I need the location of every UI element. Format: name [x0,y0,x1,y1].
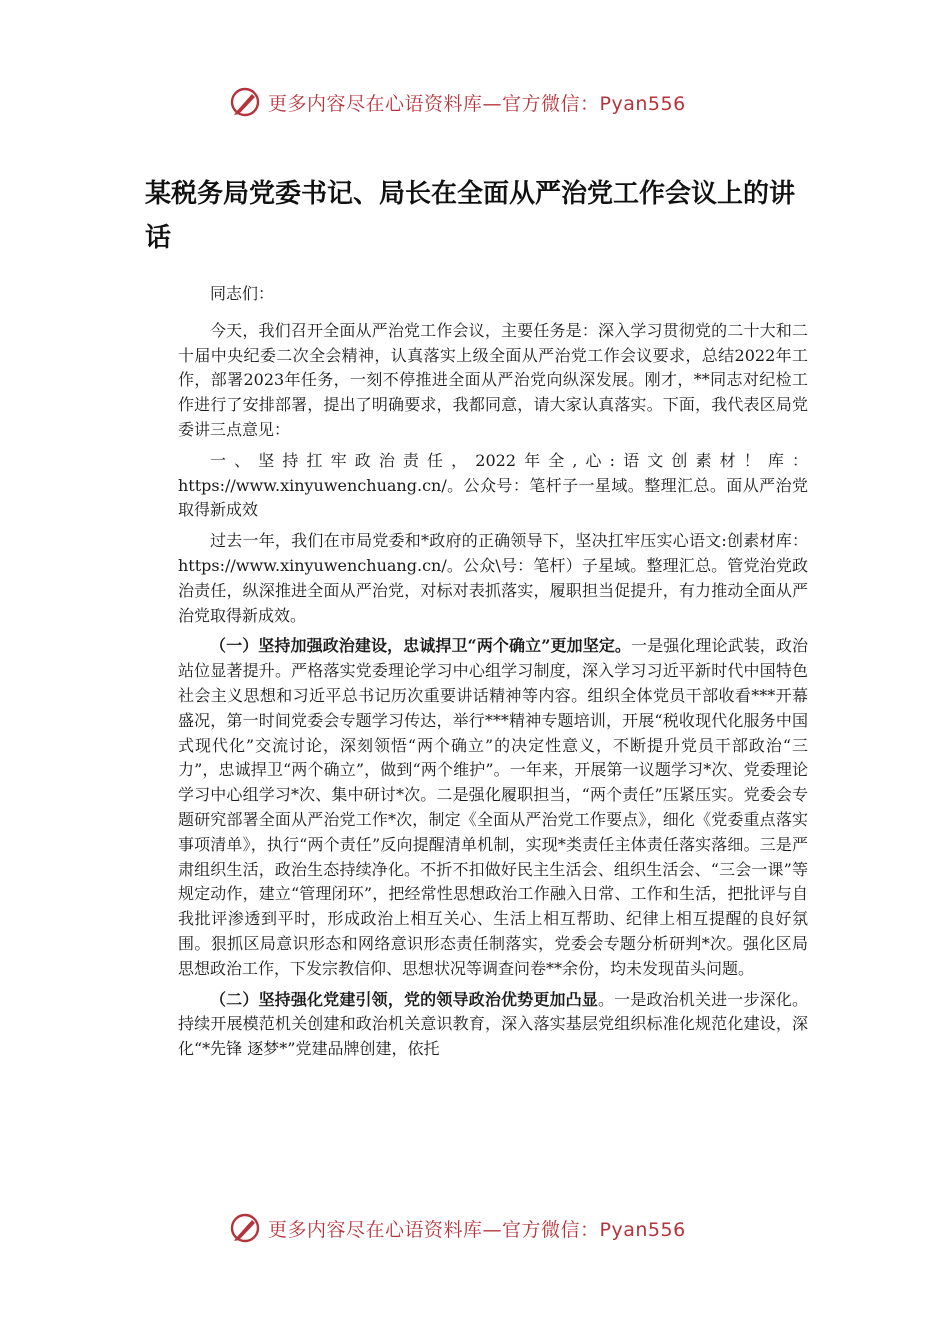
banner-wechat-id: Pyan556 [599,92,686,115]
subsection-1-heading: （一）坚持加强政治建设，忠诚捍卫“两个确立”更加坚定。 [210,636,632,656]
subsection-2-heading: （二）坚持强化党建引领，党的领导政治优势更加凸显 [210,989,598,1009]
intro-paragraph: 今天，我们召开全面从严治党工作会议，主要任务是：深入学习贯彻党的二十大和二十届中央纪委二次全会精神，认真落实上级全面从严治党工作会议要求，总结2022年工作，部署2023年任务，一刻不停推进全面从严治党向纵深发展。刚才，**同志对纪检工作进行了安排部署，提出了明确要求，我都同意，请大家认真落实。下面，我代表区局党委讲三点意见： [178,320,808,439]
pen-circle-logo-icon [228,1211,262,1245]
subsection-1-body: 一是强化理论武装，政治站位显著提升。严格落实党委理论学习中心组学习制度，深入学习习近平新时代中国特色社会主义思想和习近平总书记历次重要讲话精神等内容。组织全体党员干部收看***开幕盛况，第一时间党委会专题学习传达，举行***精神专题培训，开展“税收现代化服务中国式现代化”交流讨论，深刻领悟“两个确立”的决定性意义，不断提升党员干部政治“三力”，忠诚捍卫“两个确立”，做到“两个维护”。一年来，开展第一议题学习*次、党委理论学习中心组学习*次、集中研讨*次。二是强化履职担当，“两个责任”压紧压实。党委会专题研究部署全面从严治党工作*次，制定《全面从严治党工作要点》，细化《党委重点落实事项清单》，执行“两个责任”反向提醒清单机制，实现*类责任主体责任落实落细。三是严肃组织生活，政治生态持续净化。不折不扣做好民主生活会、组织生活会、“三会一课”等规定动作，建立“管理闭环”，把经常性思想政治工作融入日常、工作和生活，把批评与自我批评渗透到平时，形成政治上相互关心、生活上相互帮助、纪律上相互提醒的良好氛围。狠抓区局意识形态和网络意识形态责任制落实，党委会专题分析研判*次。强化区局思想政治工作，下发宗教信仰、思想状况等调查问卷**余份，均未发现苗头问题。 [178,636,808,978]
banner-caption: 更多内容尽在心语资料库—官方微信： [268,1218,600,1241]
banner-text [268,89,686,116]
salutation: 同志们： [210,284,275,303]
footer-banner [228,1208,748,1248]
subsection-1 [178,634,808,981]
header-banner [228,82,748,122]
subsection-2-body: 。一是政治机关进一步深化。持续开展模范机关创建和政治机关意识教育，深入落实基层党组织标准化规范化建设，深化“*先锋 逐梦*”党建品牌创建，依托 [178,989,808,1059]
section-heading-1: 一、坚持扛牢政治责任，2022年全,心:语文创素材！库：https://www.xinyuwenchuang.cn/。公众号：笔杆子一星域。整理汇总。面从严治党取得新成效 [178,450,808,520]
banner-text [268,1215,686,1242]
document-body [178,282,808,1068]
pen-circle-logo-icon [228,85,262,119]
banner-wechat-id: Pyan556 [599,1218,686,1241]
banner-caption: 更多内容尽在心语资料库—官方微信： [268,92,600,115]
past-year-paragraph: 过去一年，我们在市局党委和*政府的正确领导下，坚决扛牢压实心语文:创素材库：https://www.xinyuwenchuang.cn/。公众\号：笔杆）子星域。整理汇总。管党治党政治责任，纵深推进全面从严治党，对标对表抓落实，履职担当促提升，有力推动全面从严治党取得新成效。 [178,531,808,625]
document-title: 某税务局党委书记、局长在全面从严治党工作会议上的讲话 [145,179,796,253]
subsection-2 [178,988,808,1062]
